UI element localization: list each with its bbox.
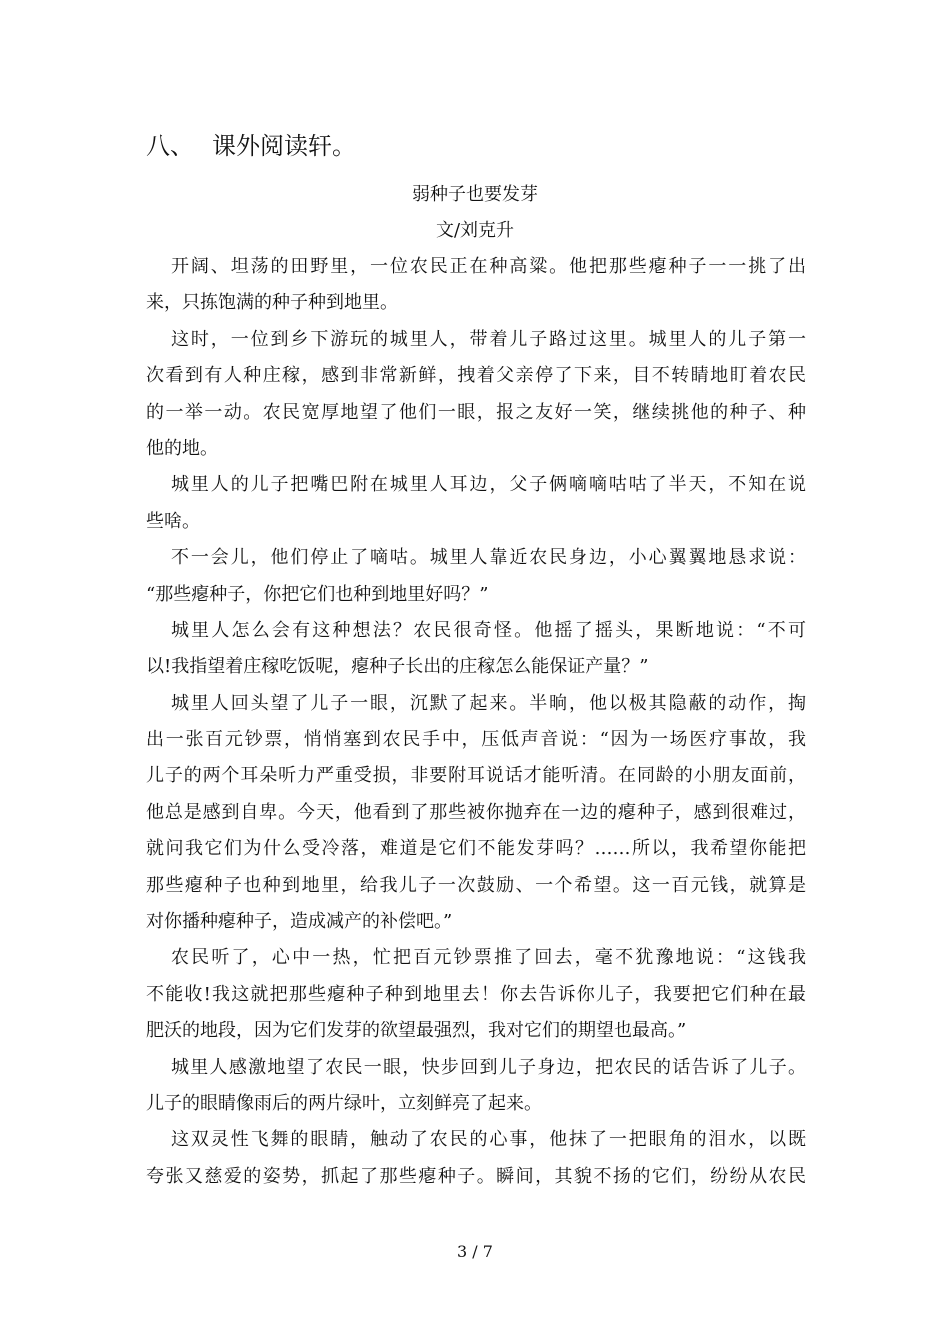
text-line: 儿子的眼睛像雨后的两片绿叶，立刻鲜亮了起来。 xyxy=(146,1092,542,1114)
text-line: 农民听了，心中一热，忙把百元钞票推了回去，毫不犹豫地说：“这钱我 xyxy=(171,947,806,969)
text-line: 对你播种瘪种子，造成减产的补偿吧。” xyxy=(146,911,453,933)
text-line: 他总是感到自卑。今天，他看到了那些被你抛弃在一边的瘪种子，感到很难过， xyxy=(146,801,806,823)
text-line: 以!我指望着庄稼吃饭呢，瘪种子长出的庄稼怎么能保证产量？” xyxy=(146,656,649,678)
text-line: 他的地。 xyxy=(146,437,218,459)
text-line: 儿子的两个耳朵听力严重受损，非要附耳说话才能听清。在同龄的小朋友面前， xyxy=(146,765,806,787)
text-line: “那些瘪种子，你把它们也种到地里好吗？” xyxy=(146,583,489,605)
section-number: 八、 xyxy=(146,132,194,160)
text-line: 不一会儿，他们停止了嘀咕。城里人靠近农民身边，小心翼翼地恳求说： xyxy=(171,547,806,569)
article-author: 文/刘克升 xyxy=(435,220,515,241)
text-line: 的一举一动。农民宽厚地望了他们一眼，报之友好一笑，继续挑他的种子、种 xyxy=(146,401,806,423)
section-heading xyxy=(146,128,356,164)
text-line: 城里人怎么会有这种想法？农民很奇怪。他摇了摇头，果断地说：“不可 xyxy=(171,619,806,641)
text-line: 城里人感激地望了农民一眼，快步回到儿子身边，把农民的话告诉了儿子。 xyxy=(171,1056,806,1078)
article-body xyxy=(146,249,806,1195)
text-line: 不能收!我这就把那些瘪种子种到地里去！你去告诉你儿子，我要把它们种在最 xyxy=(146,983,806,1005)
text-line: 次看到有人种庄稼，感到非常新鲜，拽着父亲停了下来，目不转睛地盯着农民 xyxy=(146,365,806,387)
text-line: 这时，一位到乡下游玩的城里人，带着儿子路过这里。城里人的儿子第一 xyxy=(171,328,806,350)
text-line: 夸张又慈爱的姿势，抓起了那些瘪种子。瞬间，其貌不扬的它们，纷纷从农民 xyxy=(146,1165,806,1187)
text-line: 开阔、坦荡的田野里，一位农民正在种高粱。他把那些瘪种子一一挑了出 xyxy=(171,256,806,277)
text-line: 就问我它们为什么受冷落，难道是它们不能发芽吗？……所以，我希望你能把 xyxy=(146,838,806,860)
text-line: 出一张百元钞票，悄悄塞到农民手中，压低声音说：“因为一场医疗事故，我 xyxy=(146,729,806,751)
section-title: 课外阅读轩。 xyxy=(212,132,356,160)
article-title: 弱种子也要发芽 xyxy=(412,184,538,205)
text-line: 肥沃的地段，因为它们发芽的欲望最强烈，我对它们的期望也最高。” xyxy=(146,1020,687,1042)
text-line: 这双灵性飞舞的眼睛，触动了农民的心事，他抹了一把眼角的泪水，以既 xyxy=(171,1129,806,1151)
page-number: 3 / 7 xyxy=(457,1242,493,1261)
text-line: 那些瘪种子也种到地里，给我儿子一次鼓励、一个希望。这一百元钱，就算是 xyxy=(146,874,806,896)
text-line: 来，只拣饱满的种子种到地里。 xyxy=(146,292,398,314)
text-line: 些啥。 xyxy=(146,510,200,532)
text-line: 城里人的儿子把嘴巴附在城里人耳边，父子俩嘀嘀咕咕了半天，不知在说 xyxy=(171,474,806,496)
text-line: 城里人回头望了儿子一眼，沉默了起来。半晌，他以极其隐蔽的动作，掏 xyxy=(171,692,806,714)
